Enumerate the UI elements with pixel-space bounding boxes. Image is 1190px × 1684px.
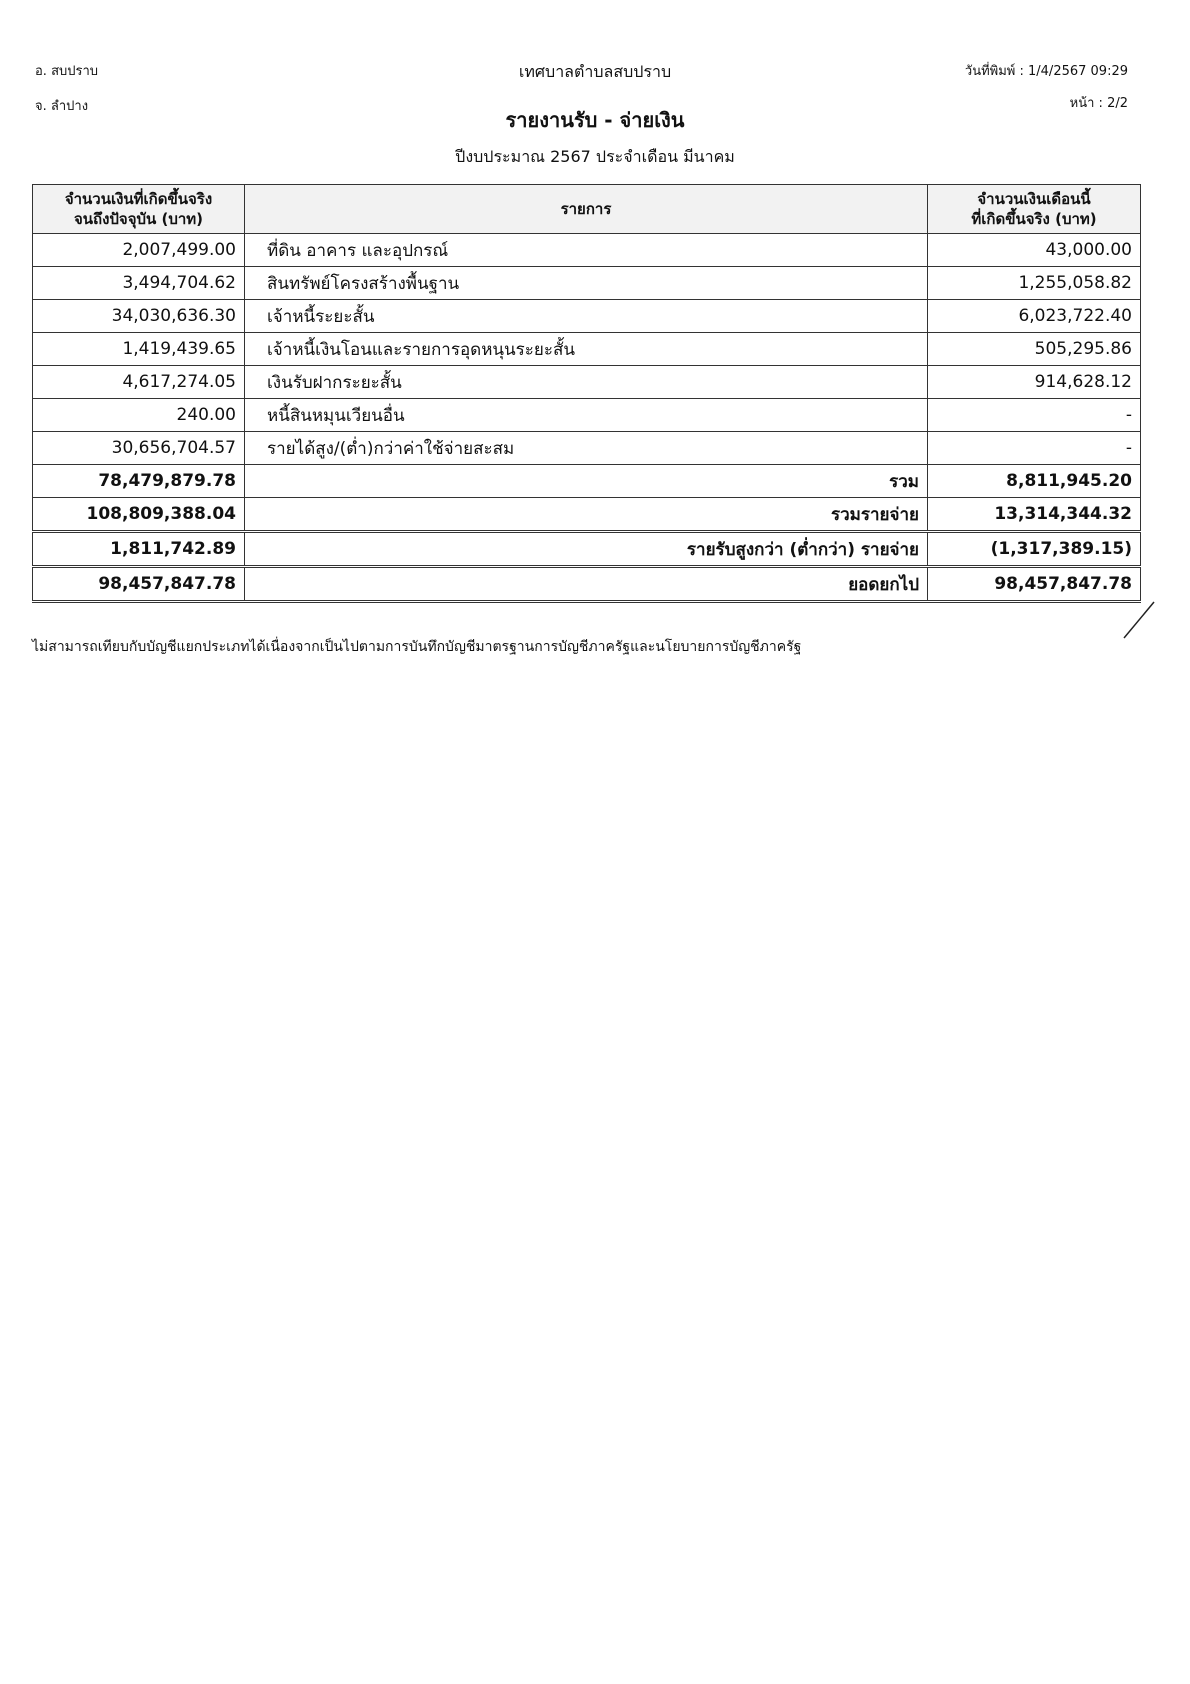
- col-month-header-line2: ที่เกิดขึ้นจริง (บาท): [971, 210, 1097, 228]
- report-title: รายงานรับ - จ่ายเงิน: [505, 108, 685, 132]
- carried-forward-cumulative: 98,457,847.78: [33, 567, 245, 602]
- surplus-row: [33, 532, 1141, 567]
- cumulative-amount: 240.00: [33, 399, 245, 432]
- print-date: วันที่พิมพ์ : 1/4/2567 09:29: [964, 64, 1128, 79]
- month-amount: 505,295.86: [928, 333, 1141, 366]
- item-label: หนี้สินหมุนเวียนอื่น: [245, 399, 928, 432]
- carried-forward-label: ยอดยกไป: [245, 567, 928, 602]
- month-amount: 1,255,058.82: [928, 267, 1141, 300]
- col-cumulative-header-line1: จำนวนเงินที่เกิดขึ้นจริง: [64, 190, 213, 208]
- item-label: รายได้สูง/(ต่ำ)กว่าค่าใช้จ่ายสะสม: [245, 432, 928, 465]
- cumulative-amount: 4,617,274.05: [33, 366, 245, 399]
- receipts-payments-table: [32, 184, 1141, 603]
- item-label: เงินรับฝากระยะสั้น: [245, 366, 928, 399]
- district-label: อ. สบปราบ: [35, 64, 99, 79]
- table-row: [33, 333, 1141, 366]
- table-row: [33, 432, 1141, 465]
- month-amount: 914,628.12: [928, 366, 1141, 399]
- col-item-header: รายการ: [245, 185, 928, 234]
- table-row: [33, 267, 1141, 300]
- total-expense-cumulative: 108,809,388.04: [33, 498, 245, 532]
- cumulative-amount: 34,030,636.30: [33, 300, 245, 333]
- month-amount: 43,000.00: [928, 234, 1141, 267]
- total-cumulative: 78,479,879.78: [33, 465, 245, 498]
- table-row: [33, 399, 1141, 432]
- cumulative-amount: 2,007,499.00: [33, 234, 245, 267]
- col-month-header: [928, 185, 1141, 234]
- item-label: เจ้าหนี้ระยะสั้น: [245, 300, 928, 333]
- month-amount: -: [928, 432, 1141, 465]
- surplus-month: (1,317,389.15): [928, 532, 1141, 567]
- table-header-row: [33, 185, 1141, 234]
- table-row: [33, 366, 1141, 399]
- month-amount: -: [928, 399, 1141, 432]
- page-number: หน้า : 2/2: [1069, 96, 1128, 111]
- total-label: รวม: [245, 465, 928, 498]
- total-expense-label: รวมรายจ่าย: [245, 498, 928, 532]
- organization-name: เทศบาลตำบลสบปราบ: [518, 62, 672, 81]
- cumulative-amount: 30,656,704.57: [33, 432, 245, 465]
- item-label: เจ้าหนี้เงินโอนและรายการอุดหนุนระยะสั้น: [245, 333, 928, 366]
- total-month: 8,811,945.20: [928, 465, 1141, 498]
- total-expense-row: [33, 498, 1141, 532]
- carried-forward-month: 98,457,847.78: [928, 567, 1141, 602]
- surplus-label: รายรับสูงกว่า (ต่ำกว่า) รายจ่าย: [245, 532, 928, 567]
- check-mark-icon: [1122, 600, 1156, 640]
- table-row: [33, 300, 1141, 333]
- total-row: [33, 465, 1141, 498]
- item-label: ที่ดิน อาคาร และอุปกรณ์: [245, 234, 928, 267]
- col-month-header-line1: จำนวนเงินเดือนนี้: [977, 190, 1091, 208]
- col-cumulative-header: [33, 185, 245, 234]
- province-label: จ. ลำปาง: [35, 99, 89, 114]
- report-subtitle: ปีงบประมาณ 2567 ประจำเดือน มีนาคม: [455, 147, 735, 166]
- total-expense-month: 13,314,344.32: [928, 498, 1141, 532]
- item-label: สินทรัพย์โครงสร้างพื้นฐาน: [245, 267, 928, 300]
- month-amount: 6,023,722.40: [928, 300, 1141, 333]
- carried-forward-row: [33, 567, 1141, 602]
- cumulative-amount: 3,494,704.62: [33, 267, 245, 300]
- footnote: ไม่สามารถเทียบกับบัญชีแยกประเภทได้เนื่องจากเป็นไปตามการบันทึกบัญชีมาตรฐานการบัญชีภาครัฐและนโยบายการบัญชีภาครัฐ: [32, 639, 802, 655]
- col-cumulative-header-line2: จนถึงปัจจุบัน (บาท): [73, 210, 204, 228]
- table-row: [33, 234, 1141, 267]
- cumulative-amount: 1,419,439.65: [33, 333, 245, 366]
- surplus-cumulative: 1,811,742.89: [33, 532, 245, 567]
